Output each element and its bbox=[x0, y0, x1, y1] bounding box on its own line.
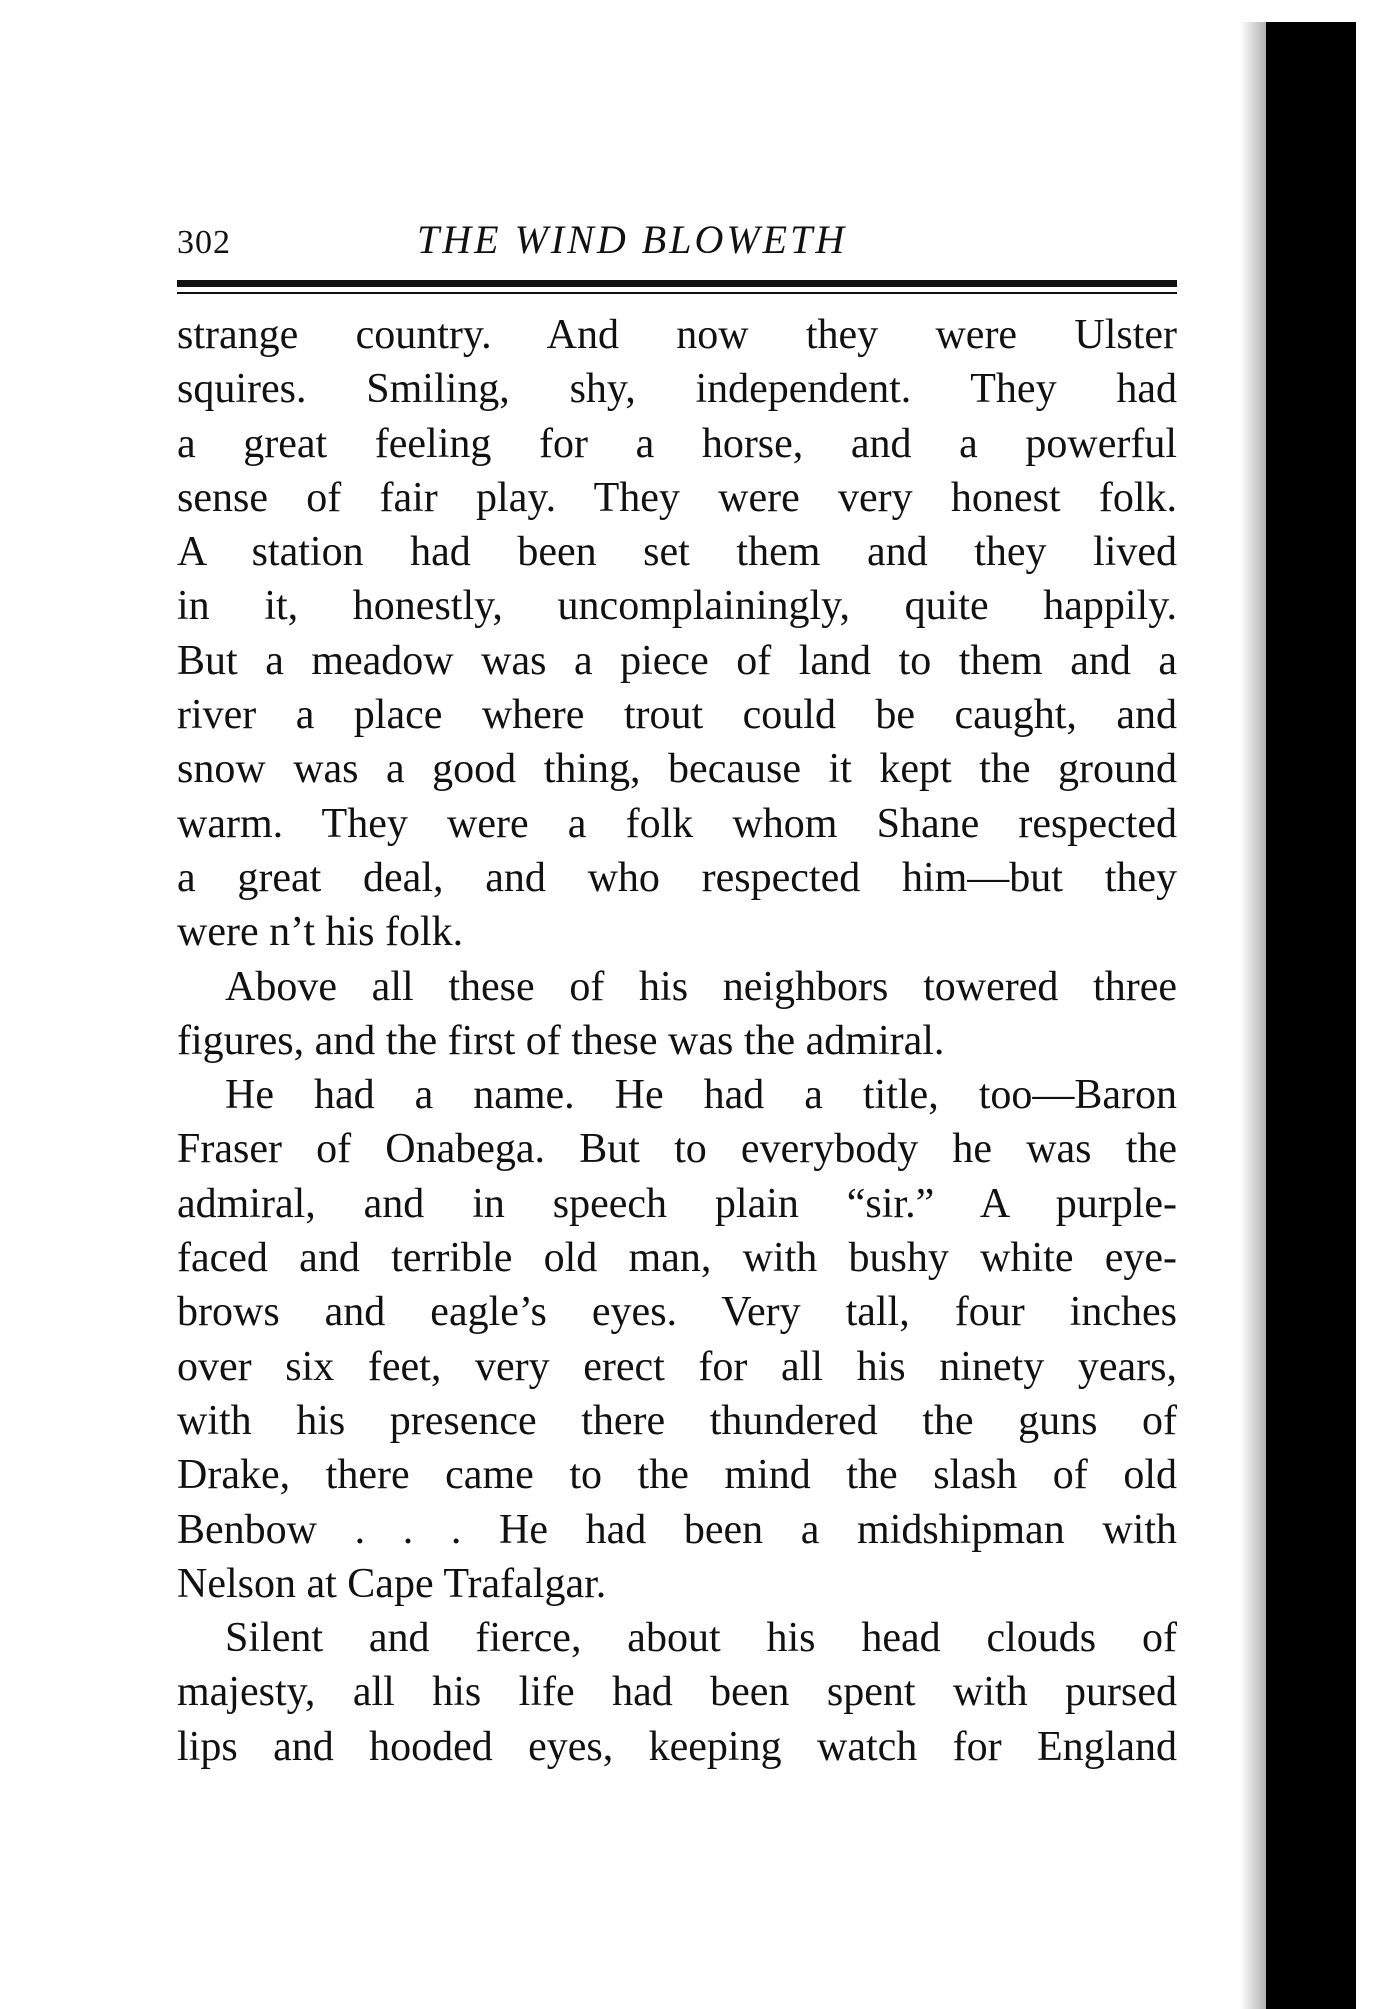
text-line: sense of fair play. They were very honest folk. bbox=[177, 474, 1177, 521]
text-line: squires. Smiling, shy, independent. They had bbox=[177, 366, 1177, 413]
page-number: 302 bbox=[177, 224, 231, 261]
body-text bbox=[177, 308, 1177, 1774]
header-rule-thin bbox=[177, 292, 1177, 294]
text-line: Fraser of Onabega. But to everybody he was the bbox=[177, 1126, 1177, 1173]
text-line: figures, and the first of these was the admiral. bbox=[177, 1017, 945, 1064]
text-line: Above all these of his neighbors towered three bbox=[225, 963, 1177, 1010]
text-line: admiral, and in speech plain “sir.” A purple- bbox=[177, 1180, 1177, 1227]
header-rule-thick bbox=[177, 280, 1177, 287]
text-line: A station had been set them and they lived bbox=[177, 529, 1177, 576]
text-line: Benbow . . . He had been a midshipman with bbox=[177, 1506, 1177, 1553]
text-line: a great feeling for a horse, and a powerful bbox=[177, 420, 1177, 467]
text-line: faced and terrible old man, with bushy white eye- bbox=[177, 1235, 1177, 1282]
running-head: THE WIND BLOWETH bbox=[417, 217, 848, 262]
text-line: warm. They were a folk whom Shane respected bbox=[177, 800, 1177, 847]
text-line: Nelson at Cape Trafalgar. bbox=[177, 1560, 607, 1607]
text-line: Drake, there came to the mind the slash of old bbox=[177, 1452, 1177, 1499]
text-line: brows and eagle’s eyes. Very tall, four inches bbox=[177, 1289, 1177, 1336]
text-line: lips and hooded eyes, keeping watch for England bbox=[177, 1723, 1177, 1770]
text-line: But a meadow was a piece of land to them and a bbox=[177, 637, 1177, 684]
text-line: snow was a good thing, because it kept the ground bbox=[177, 746, 1177, 793]
text-line: a great deal, and who respected him—but they bbox=[177, 854, 1177, 901]
text-line: with his presence there thundered the guns of bbox=[177, 1397, 1177, 1444]
text-line: over six feet, very erect for all his ninety years, bbox=[177, 1343, 1177, 1390]
text-line: river a place where trout could be caught, and bbox=[177, 692, 1177, 739]
text-line: in it, honestly, uncomplainingly, quite happily. bbox=[177, 583, 1177, 630]
text-line: were n’t his folk. bbox=[177, 909, 464, 956]
page-edge-dark-strip bbox=[1266, 22, 1356, 2009]
text-line: majesty, all his life had been spent with pursed bbox=[177, 1669, 1177, 1716]
text-line: He had a name. He had a title, too—Baron bbox=[225, 1072, 1177, 1119]
text-line: strange country. And now they were Ulster bbox=[177, 312, 1177, 358]
page-header bbox=[177, 216, 1177, 276]
text-line: Silent and fierce, about his head clouds of bbox=[225, 1615, 1177, 1662]
